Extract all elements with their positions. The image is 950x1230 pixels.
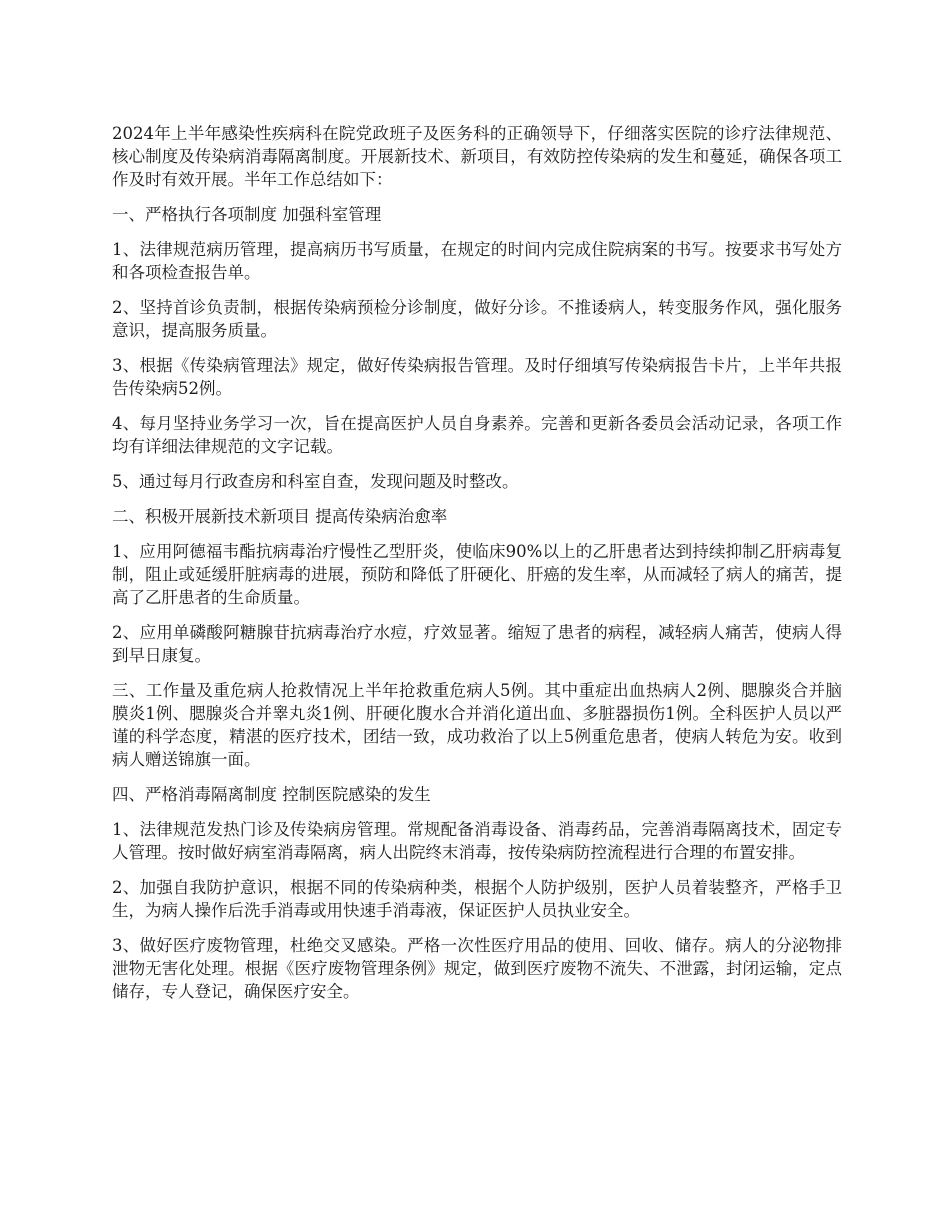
paragraph: 2、坚持首诊负责制，根据传染病预检分诊制度，做好分诊。不推诿病人，转变服务作风，强化服务意识，提高服务质量。 — [112, 298, 842, 340]
paragraph: 1、法律规范病历管理，提高病历书写质量，在规定的时间内完成住院病案的书写。按要求书写处方和各项检查报告单。 — [112, 240, 842, 282]
paragraph: 2、加强自我防护意识，根据不同的传染病种类，根据个人防护级别，医护人员着装整齐，严格手卫生，为病人操作后洗手消毒或用快速手消毒液，保证医护人员执业安全。 — [112, 878, 842, 920]
intro-paragraph: 2024年上半年感染性疾病科在院党政班子及医务科的正确领导下，仔细落实医院的诊疗法律规范、核心制度及传染病消毒隔离制度。开展新技术、新项目，有效防控传染病的发生和蔓延，确保各项工作及时有效开展。半年工作总结如下： — [112, 124, 842, 189]
section-heading-3: 三、工作量及重危病人抢救情况上半年抢救重危病人5例。其中重症出血热病人2例、腮腺炎合并脑膜炎1例、腮腺炎合并睾丸炎1例、肝硬化腹水合并消化道出血、多脏器损伤1例。全科医护人员以严谨的科学态度，精湛的医疗技术，团结一致，成功救治了以上5例重危患者，使病人转危为安。收到病人赠送锦旗一面。 — [112, 681, 842, 769]
paragraph: 3、做好医疗废物管理，杜绝交叉感染。严格一次性医疗用品的使用、回收、储存。病人的分泌物排泄物无害化处理。根据《医疗废物管理条例》规定，做到医疗废物不流失、不泄露，封闭运输，定点储存，专人登记，确保医疗安全。 — [112, 936, 842, 1001]
section-heading-4: 四、严格消毒隔离制度 控制医院感染的发生 — [112, 785, 431, 804]
paragraph: 1、法律规范发热门诊及传染病房管理。常规配备消毒设备、消毒药品，完善消毒隔离技术，固定专人管理。按时做好病室消毒隔离，病人出院终末消毒，按传染病防控流程进行合理的布置安排。 — [112, 820, 842, 862]
paragraph: 2、应用单磷酸阿糖腺苷抗病毒治疗水痘，疗效显著。缩短了患者的病程，减轻病人痛苦，使病人得到早日康复。 — [112, 623, 842, 665]
paragraph: 3、根据《传染病管理法》规定，做好传染病报告管理。及时仔细填写传染病报告卡片，上半年共报告传染病52例。 — [112, 356, 842, 398]
section-heading-2: 二、积极开展新技术新项目 提高传染病治愈率 — [112, 507, 448, 526]
section-heading-1: 一、严格执行各项制度 加强科室管理 — [112, 205, 382, 224]
paragraph: 4、每月坚持业务学习一次，旨在提高医护人员自身素养。完善和更新各委员会活动记录，各项工作均有详细法律规范的文字记载。 — [112, 414, 842, 456]
paragraph: 5、通过每月行政查房和科室自查，发现问题及时整改。 — [112, 472, 519, 491]
paragraph: 1、应用阿德福韦酯抗病毒治疗慢性乙型肝炎，使临床90%以上的乙肝患者达到持续抑制乙肝病毒复制，阻止或延缓肝脏病毒的进展，预防和降低了肝硬化、肝癌的发生率，从而减轻了病人的痛苦，提高了乙肝患者的生命质量。 — [112, 542, 842, 607]
document-body — [112, 122, 842, 1015]
